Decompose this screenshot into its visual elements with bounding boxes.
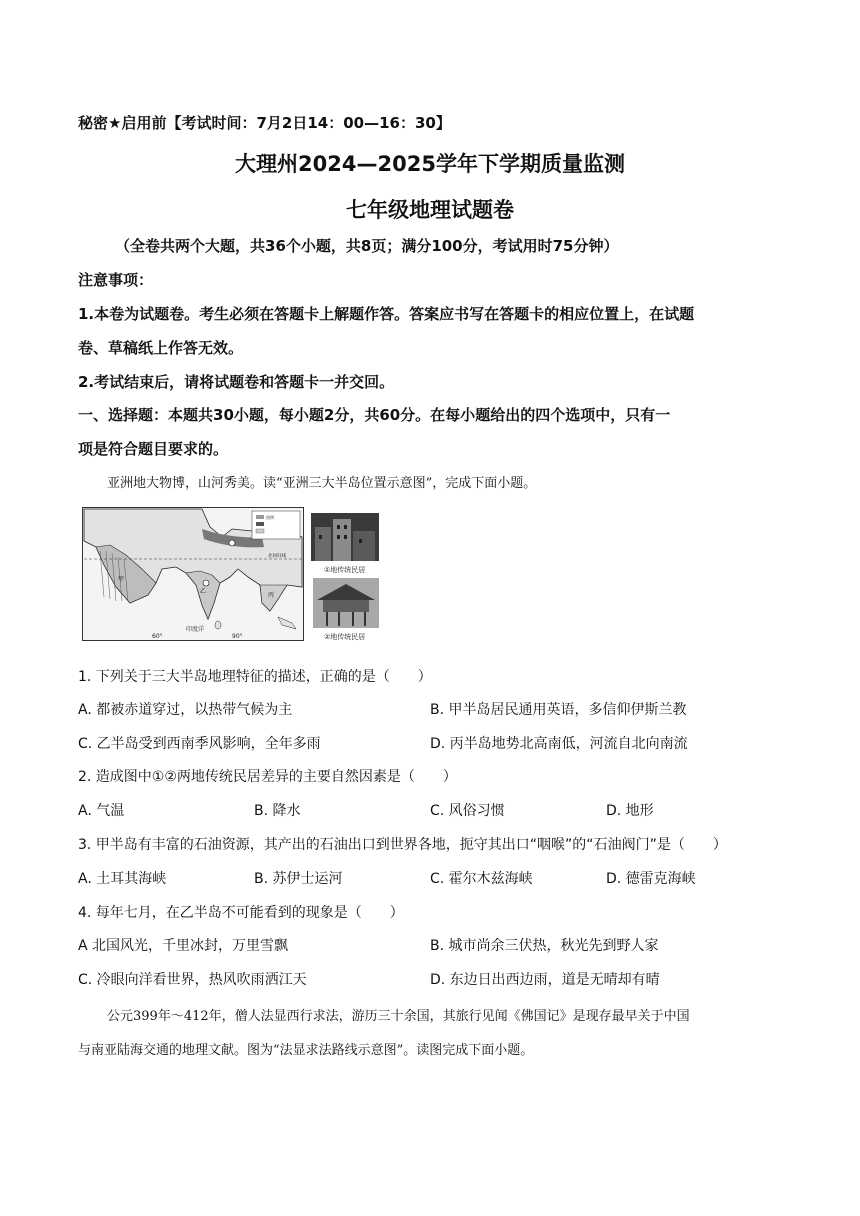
- question-3-option-a: A. 土耳其海峡: [78, 871, 167, 887]
- exam-subtitle: 七年级地理试题卷: [346, 198, 514, 222]
- legend-label: 图例: [266, 515, 274, 520]
- passage-1: 亚洲地大物博，山河秀美。读“亚洲三大半岛位置示意图”，完成下面小题。: [107, 476, 537, 491]
- exam-title: 大理州2024—2025学年下学期质量监测: [235, 152, 625, 176]
- photo-1-caption: ①地传统民居: [324, 566, 366, 574]
- question-1-option-b: B. 甲半岛居民通用英语，多信仰伊斯兰教: [430, 702, 687, 718]
- lon-90-label: 90°: [232, 633, 243, 640]
- peninsula-bing-label: 丙: [268, 592, 275, 599]
- passage-2-line-2: 与南亚陆海交通的地理文献。图为“法显求法路线示意图”。读图完成下面小题。: [78, 1043, 534, 1058]
- question-4-option-b: B. 城市尚余三伏热，秋光先到野人家: [430, 938, 659, 954]
- question-2-stem: 2. 造成图中①②两地传统民居差异的主要自然因素是（ ）: [78, 769, 457, 785]
- question-3-option-b: B. 苏伊士运河: [254, 871, 343, 887]
- question-1-stem: 1. 下列关于三大半岛地理特征的描述，正确的是（ ）: [78, 669, 432, 685]
- notes-item-1-line-1: 1.本卷为试题卷。考生必须在答题卡上解题作答。答案应书写在答题卡的相应位置上，在试题: [78, 305, 695, 323]
- question-4-stem: 4. 每年七月，在乙半岛不可能看到的现象是（ ）: [78, 905, 404, 921]
- question-1-option-c: C. 乙半岛受到西南季风影响，全年多雨: [78, 736, 321, 752]
- question-1-option-a: A. 都被赤道穿过，以热带气候为主: [78, 702, 293, 718]
- peninsula-jia-label: 甲: [118, 576, 125, 583]
- notes-item-1-line-2: 卷、草稿纸上作答无效。: [78, 339, 244, 357]
- question-4-option-c: C. 冷眼向洋看世界，热风吹雨洒江天: [78, 972, 307, 988]
- question-2-option-d: D. 地形: [606, 803, 654, 819]
- section-1-instructions-line-1: 一、选择题：本题共30小题，每小题2分，共60分。在每小题给出的四个选项中，只有一: [78, 406, 671, 424]
- confidential-notice: 秘密★启用前【考试时间：7月2日14：00—16：30】: [78, 114, 451, 132]
- question-3-stem: 3. 甲半岛有丰富的石油资源，其产出的石油出口到世界各地，扼守其出口“咽喉”的“石油阀门”是（ ）: [78, 837, 727, 853]
- asia-peninsulas-map: [82, 507, 304, 641]
- notes-item-2: 2.考试结束后，请将试题卷和答题卡一并交回。: [78, 373, 395, 391]
- notes-heading: 注意事项：: [78, 271, 154, 289]
- question-1-option-d: D. 丙半岛地势北高南低，河流自北向南流: [430, 736, 688, 752]
- question-3-option-d: D. 德雷克海峡: [606, 871, 696, 887]
- exam-info: （全卷共两个大题，共36个小题，共8页；满分100分，考试用时75分钟）: [115, 237, 619, 255]
- passage-2-line-1: 公元399年～412年，僧人法显西行求法，游历三十余国，其旅行见闻《佛国记》是现存最早关于中国: [107, 1009, 690, 1024]
- question-4-option-d: D. 东边日出西边雨，道是无晴却有晴: [430, 972, 660, 988]
- question-2-option-c: C. 风俗习惯: [430, 803, 505, 819]
- ocean-label: 印度洋: [186, 626, 205, 633]
- question-2-option-b: B. 降水: [254, 803, 301, 819]
- section-1-instructions-line-2: 项是符合题目要求的。: [78, 440, 229, 458]
- lon-60-label: 60°: [152, 633, 163, 640]
- question-2-option-a: A. 气温: [78, 803, 125, 819]
- house-photo-2: [313, 578, 379, 628]
- tropic-label: 北回归线: [268, 554, 286, 559]
- peninsula-yi-label: 乙: [200, 588, 207, 595]
- photo-2-caption: ②地传统民居: [324, 633, 366, 641]
- house-photo-1: [311, 513, 379, 561]
- question-3-option-c: C. 霍尔木兹海峡: [430, 871, 533, 887]
- question-4-option-a: A 北国风光，千里冰封，万里雪飘: [78, 938, 289, 954]
